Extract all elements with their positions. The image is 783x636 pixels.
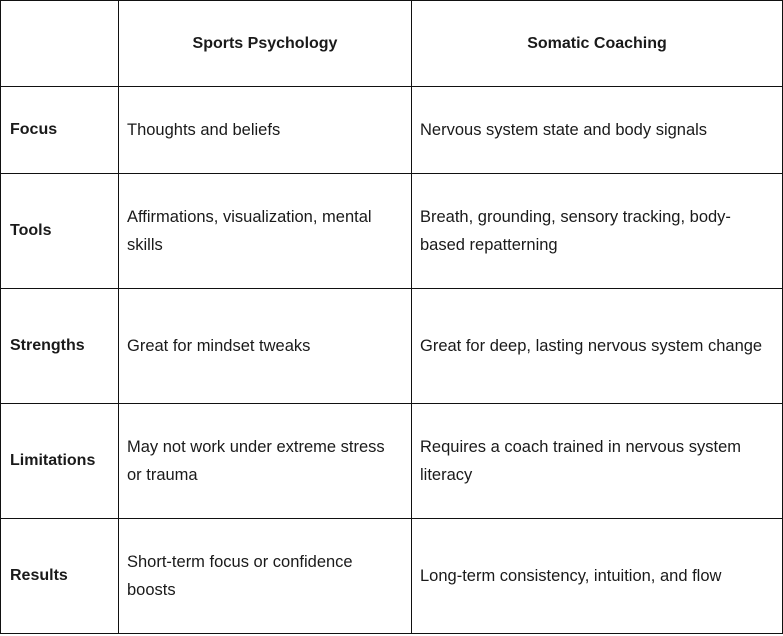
cell-somatic-coaching: Requires a coach trained in nervous system literacy <box>412 404 783 519</box>
header-sports-psychology: Sports Psychology <box>119 1 412 87</box>
row-label: Focus <box>1 87 119 174</box>
cell-sports-psychology: Short-term focus or confidence boosts <box>119 519 412 634</box>
row-label: Tools <box>1 174 119 289</box>
cell-sports-psychology: Affirmations, visualization, mental skills <box>119 174 412 289</box>
cell-sports-psychology: Thoughts and beliefs <box>119 87 412 174</box>
cell-somatic-coaching: Long-term consistency, intuition, and flow <box>412 519 783 634</box>
row-label: Strengths <box>1 289 119 404</box>
header-row <box>1 1 783 87</box>
header-empty <box>1 1 119 87</box>
cell-somatic-coaching: Great for deep, lasting nervous system change <box>412 289 783 404</box>
row-label: Limitations <box>1 404 119 519</box>
row-label: Results <box>1 519 119 634</box>
table-row <box>1 174 783 289</box>
table-row <box>1 289 783 404</box>
cell-somatic-coaching: Nervous system state and body signals <box>412 87 783 174</box>
table-row <box>1 519 783 634</box>
header-somatic-coaching: Somatic Coaching <box>412 1 783 87</box>
cell-somatic-coaching: Breath, grounding, sensory tracking, body-based repatterning <box>412 174 783 289</box>
table-row <box>1 404 783 519</box>
cell-sports-psychology: May not work under extreme stress or trauma <box>119 404 412 519</box>
cell-sports-psychology: Great for mindset tweaks <box>119 289 412 404</box>
table-row <box>1 87 783 174</box>
